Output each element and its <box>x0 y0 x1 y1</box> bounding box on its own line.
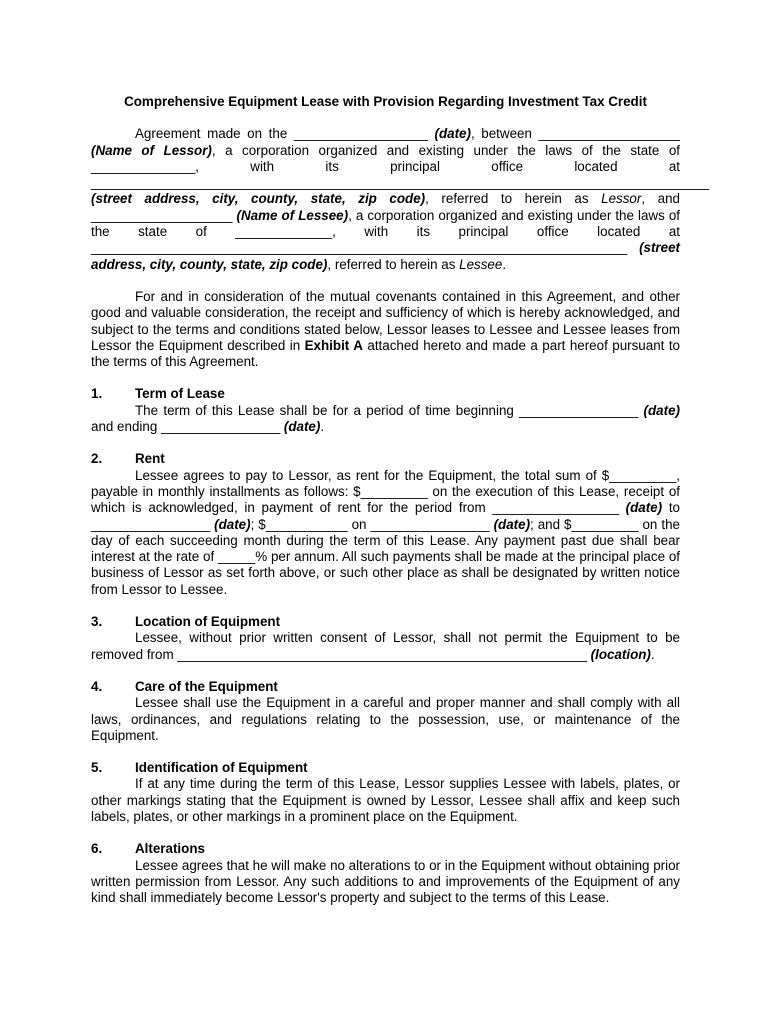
section-term-of-lease <box>91 386 680 435</box>
date-placeholder: (date) <box>434 126 471 142</box>
section-text: to ________________ <box>91 500 680 532</box>
section-body <box>91 776 680 825</box>
date-placeholder: (date) <box>643 402 680 418</box>
section-heading <box>91 760 680 776</box>
section-body <box>91 858 680 907</box>
date-placeholder: (date) <box>625 500 663 516</box>
section-body <box>91 630 680 663</box>
section-text: and ending ________________ <box>91 419 284 435</box>
section-identification-of-equipment <box>91 760 680 825</box>
section-location-of-equipment <box>91 614 680 663</box>
section-text: Lessee agrees that he will make no alterations to or in the Equipment without obtaining prior written permission from Lessor. Any such additions to and improvements of the Equipment of any kind shall immediately become Lessor's property and subject to the terms of this Lease. <box>91 857 680 906</box>
lessor-term: Lessor <box>601 191 642 207</box>
section-title: Identification of Equipment <box>135 760 308 776</box>
section-rent <box>91 451 680 598</box>
intro-text: , a corporation organized and existing under the laws of the state of _____________, with its principal office located at ________________________________________________________________________ <box>91 207 680 256</box>
section-title: Term of Lease <box>135 386 225 402</box>
lessor-address-placeholder: (street address, city, county, state, zip code) <box>91 191 426 207</box>
section-body <box>91 695 680 744</box>
section-title: Rent <box>135 451 165 467</box>
section-body <box>91 468 680 598</box>
lessee-address-placeholder: (street address, city, county, state, zip code) <box>91 240 680 272</box>
lessee-term: Lessee <box>459 256 503 272</box>
section-heading <box>91 386 680 402</box>
section-text: . <box>650 646 655 662</box>
section-number: 2. <box>91 451 103 467</box>
section-text: . <box>320 419 325 435</box>
intro-paragraph <box>91 126 710 273</box>
section-number: 3. <box>91 614 103 630</box>
section-title: Care of the Equipment <box>135 678 278 694</box>
section-alterations <box>91 841 680 906</box>
section-number: 1. <box>91 386 103 402</box>
consideration-text: attached hereto and made a part hereof pursuant to the terms of this Agreement. <box>91 337 681 370</box>
lessor-name-placeholder: (Name of Lessor) <box>91 142 212 158</box>
intro-text: . <box>502 256 507 272</box>
lessee-name-placeholder: (Name of Lessee) <box>236 207 349 223</box>
date-placeholder: (date) <box>214 516 251 532</box>
section-number: 4. <box>91 678 103 694</box>
section-heading <box>91 841 680 857</box>
section-number: 5. <box>91 760 103 776</box>
consideration-paragraph <box>91 289 680 370</box>
date-placeholder: (date) <box>493 516 531 532</box>
intro-text: , a corporation organized and existing under the laws of the state of ______________, with its principal office located at ___________________________________________________________________________________ <box>91 142 710 191</box>
exhibit-reference: Exhibit A <box>304 337 363 353</box>
section-text: If at any time during the term of this Lease, Lessor supplies Lessee with labels, plates, or other markings stating that the Equipment is owned by Lessor, Lessee shall affix and keep such labels, plates, or other markings in a prominent place on the Equipment. <box>91 776 680 824</box>
date-placeholder: (date) <box>283 419 321 435</box>
intro-text: , between ___________________ <box>470 126 680 142</box>
section-text: Lessee shall use the Equipment in a careful and proper manner and shall comply with all laws, ordinances, and regulations relating to the possession, use, or maintenance of the Equipment. <box>91 695 680 743</box>
section-title: Alterations <box>135 841 205 857</box>
location-placeholder: (location) <box>590 646 651 662</box>
section-title: Location of Equipment <box>135 614 281 630</box>
intro-text: Agreement made on the __________________ <box>135 126 435 142</box>
document-title: Comprehensive Equipment Lease with Provision Regarding Investment Tax Credit <box>124 94 647 109</box>
intro-text: , referred to herein as <box>425 191 602 207</box>
intro-text: , referred to herein as <box>327 256 460 272</box>
intro-text: , and ___________________ <box>91 191 680 223</box>
section-heading <box>91 451 680 467</box>
section-text: ; and $_________ on the day of each succeeding month during the term of this Lease. Any payment past due shall bear interest at the rate of _____% per annum. All such payments shall be made at the principal place of business of Lessor as set forth above, or such other place as shall be designated by written notice from Lessor to Lessee. <box>91 516 680 597</box>
section-heading <box>91 679 680 695</box>
section-number: 6. <box>91 841 103 857</box>
document-page <box>91 94 710 922</box>
section-care-of-equipment <box>91 679 680 744</box>
consideration-text: For and in consideration of the mutual covenants contained in this Agreement, and other good and valuable consideration, the receipt and sufficiency of which is hereby acknowledged, and subject to the terms and conditions stated below, Lessor leases to Lessee and Lessee leases from Lessor the Equipment described in <box>91 288 680 353</box>
section-text: ; $___________ on ________________ <box>250 516 494 532</box>
section-text: Lessee, without prior written consent of Lessor, shall not permit the Equipment to be removed from _______________________________________________________ <box>91 630 680 662</box>
section-text: Lessee agrees to pay to Lessor, as rent for the Equipment, the total sum of $_________, payable in monthly installments as follows: $_________ on the execution of this Lease, receipt of which is acknowledged, in payment of rent for the period from _________________ <box>91 467 680 516</box>
section-heading <box>91 614 680 630</box>
section-text: The term of this Lease shall be for a period of time beginning ________________ <box>135 402 644 418</box>
section-body <box>91 403 680 436</box>
